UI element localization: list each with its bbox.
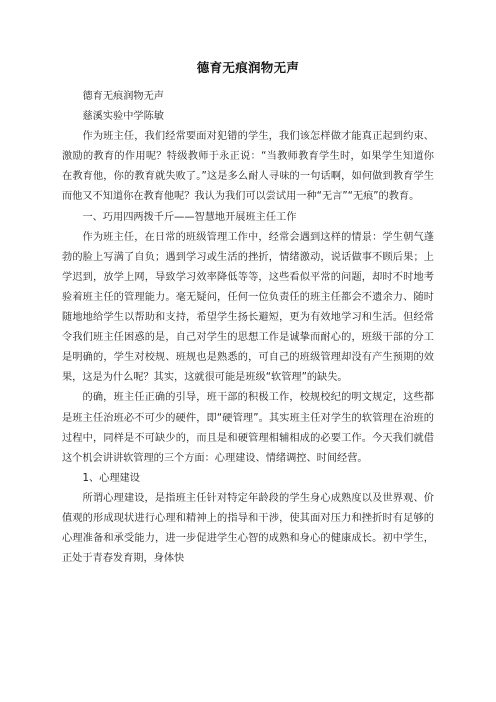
paragraph-intro: 作为班主任，我们经常要面对犯错的学生，我们该怎样做才能真正起到约束、激励的教育的作用呢？特级教师于永正说：“当教师教育学生时，如果学生知道你在教育他，你的教育就失败了。”这是多么耐人寻味的一句话啊，如何做到教育学生而他又不知道你在教育他呢？我认为我们可以尝试用一种“无言”“无痕”的教育。 xyxy=(62,131,434,203)
section-heading-1: 一、巧用四两拨千斤——智慧地开展班主任工作 xyxy=(82,211,297,223)
document-body xyxy=(62,87,434,569)
document-title: 德育无痕润物无声 xyxy=(196,60,300,75)
subsection-heading-1: 1、心理建设 xyxy=(82,472,140,484)
paragraph-subtitle: 德育无痕润物无声 xyxy=(82,91,164,102)
paragraph-body-2: 的确，班主任正确的引导，班干部的积极工作，校规校纪的明文规定，这些都是班主任治班必不可少的硬件，即“硬管理”。其实班主任对学生的软管理在治班的过程中，同样是不可缺少的，而且是和硬管理相辅相成的必要工作。今天我们就借这个机会讲讲软管理的三个方面：心理建设、情绪调控、时间经营。 xyxy=(62,392,434,464)
paragraph-body-1: 作为班主任，在日常的班级管理工作中，经常会遇到这样的情景：学生朝气蓬勃的脸上写满了自负；遇到学习或生活的挫折，情绪激动，说话做事不顾后果；上学迟到，放学上网，导致学习效率降低等等，这些看似平常的问题，却时不时地考验着班主任的管理能力。毫无疑问，任何一位负责任的班主任都会不遗余力、随时随地地给学生以帮助和支持，希望学生扬长避短，更为有效地学习和生活。但经常令我们班主任困惑的是，自己对学生的思想工作是诚挚而耐心的，班级干部的分工是明确的，学生对校规、班规也是熟悉的，可自己的班级管理却没有产生预期的效果，这是为什么呢？其实，这就很可能是班级“软管理”的缺失。 xyxy=(62,231,434,384)
paragraph-body-3: 所谓心理建设，是指班主任针对特定年龄段的学生身心成熟度以及世界观、价值观的形成现状进行心理和精神上的指导和干涉，使其面对压力和挫折时有足够的心理准备和承受能力，进一步促进学生心智的成熟和身心的健康成长。初中学生，正处于青春发育期，身体快 xyxy=(62,492,434,565)
paragraph-author: 慈溪实验中学陈敏 xyxy=(82,111,164,123)
